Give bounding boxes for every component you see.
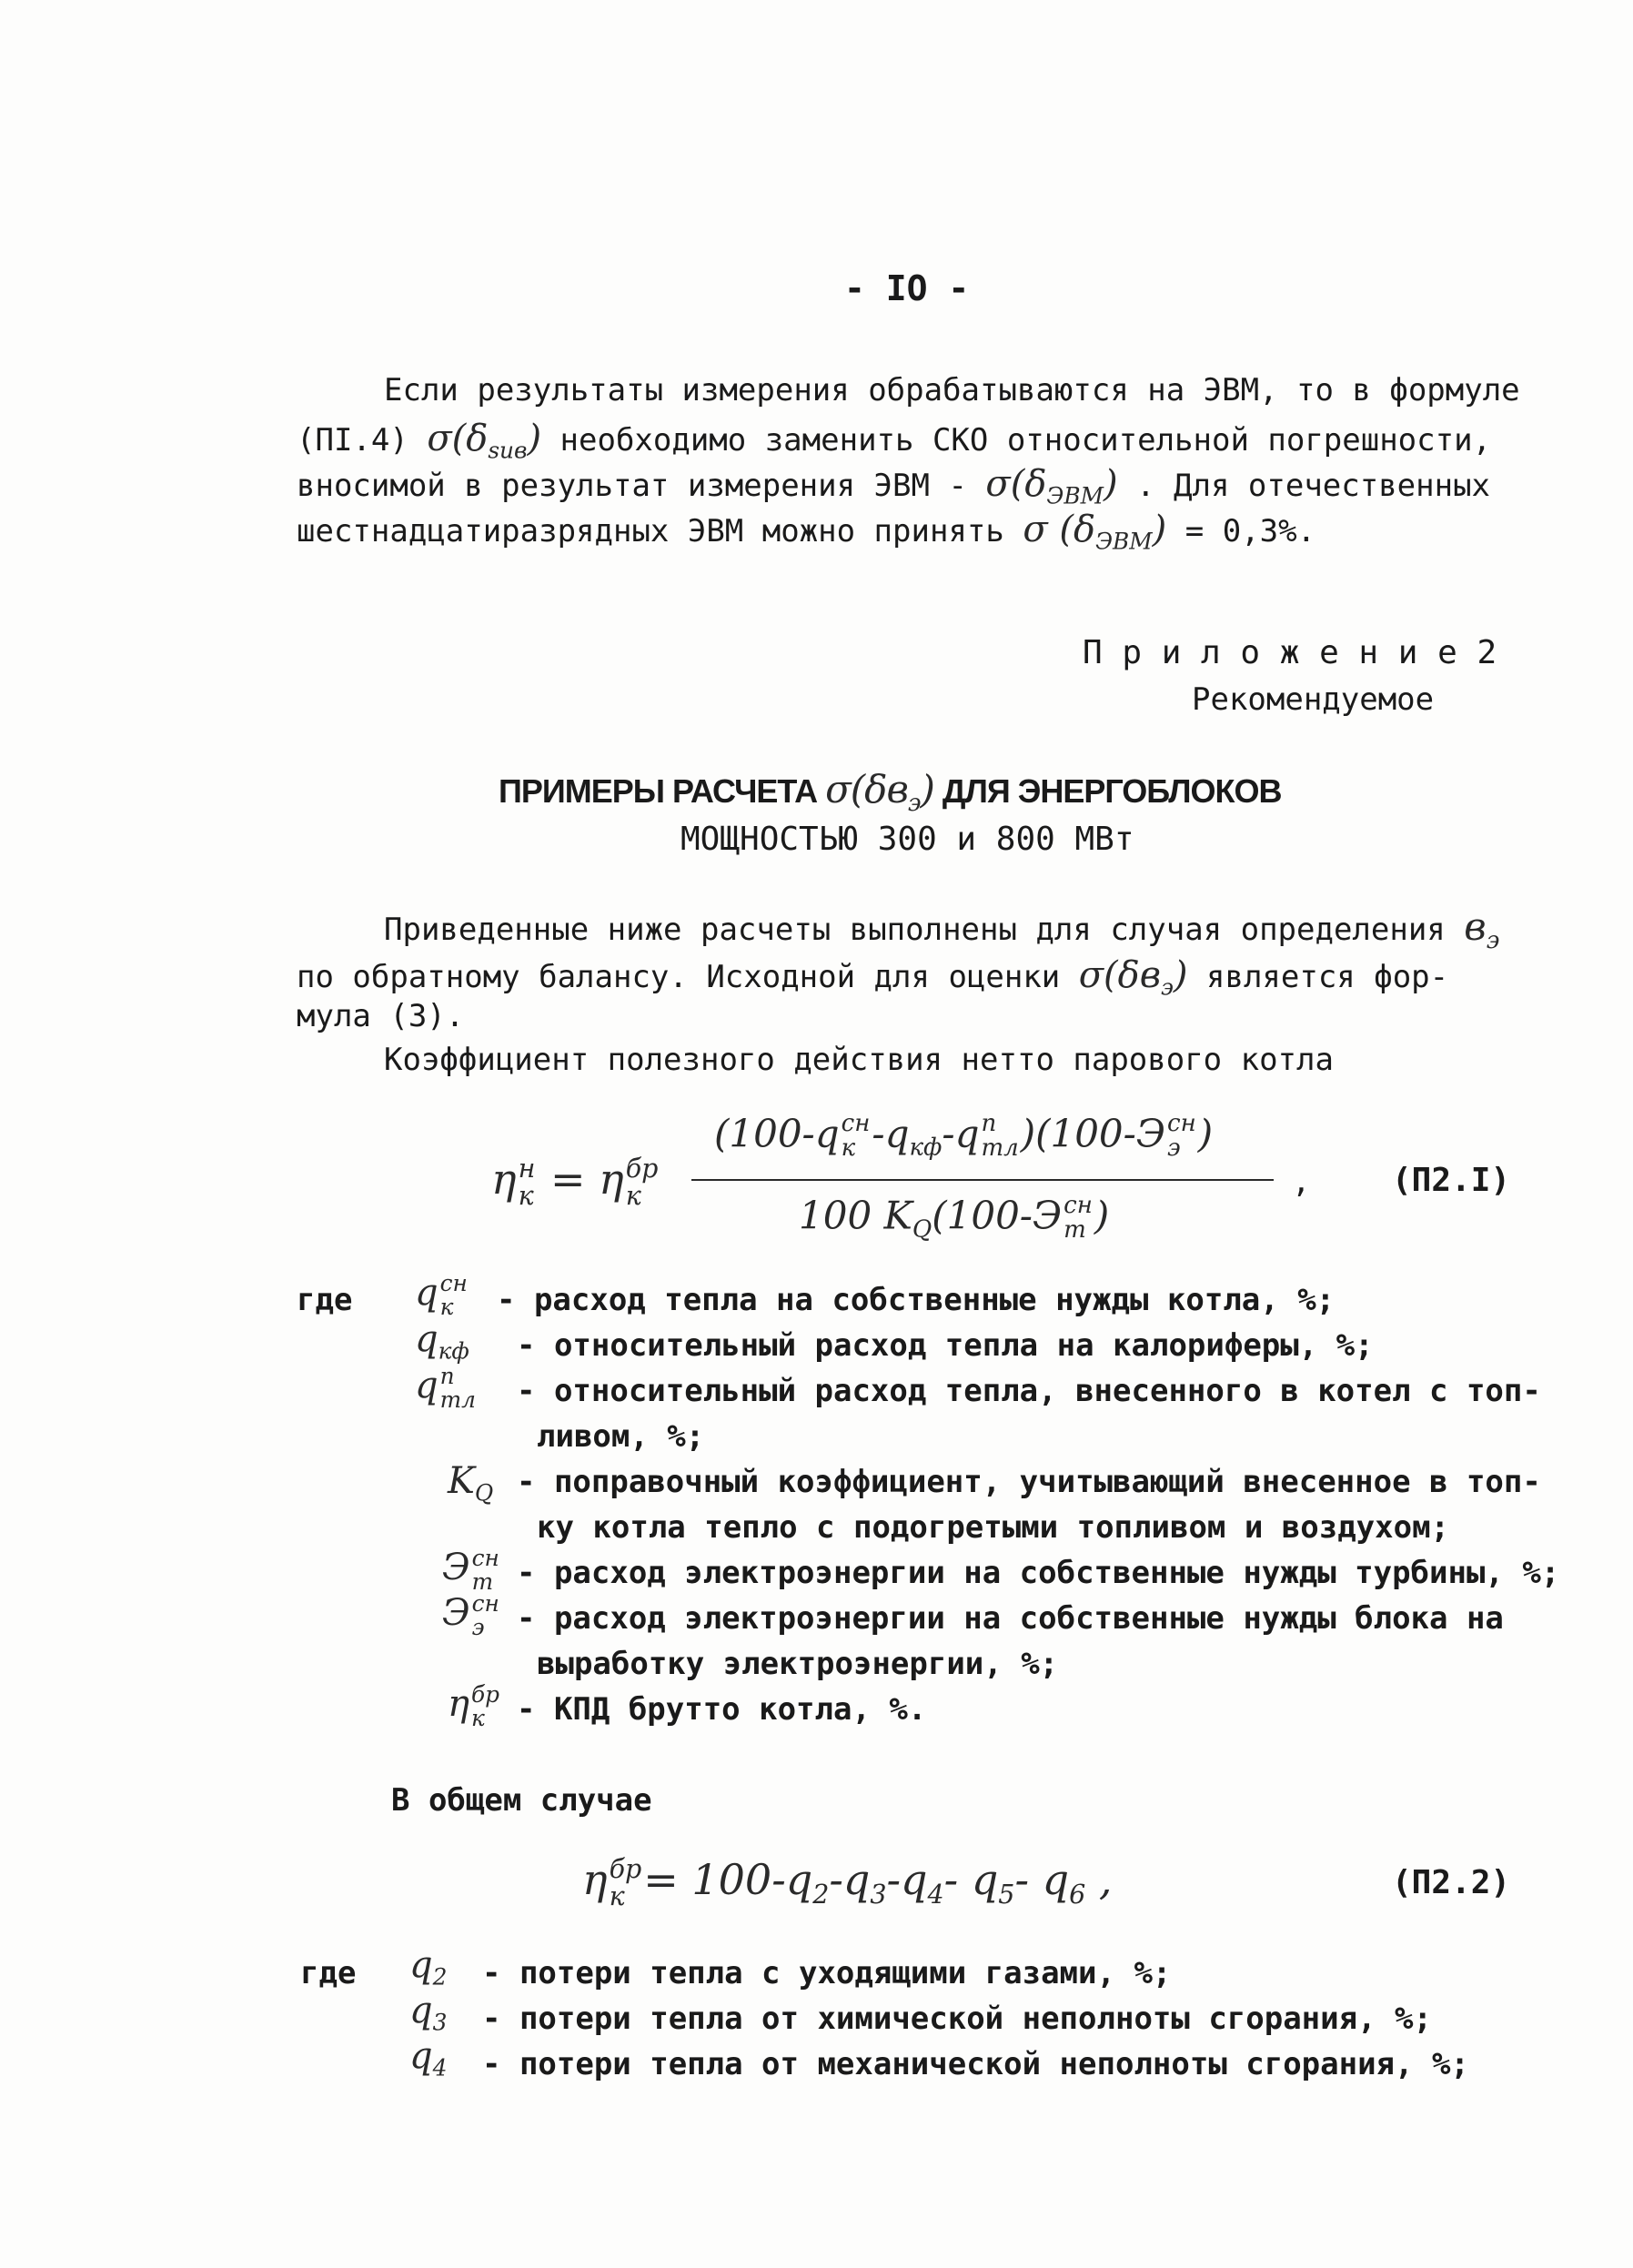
intro-line-4: шестнадцатиразрядных ЭВМ можно принять σ $(\delta_{ЭВМ}) = 0,3\%$. (297, 509, 1316, 555)
where1-desc-6-cont: выработку электроэнергии, %; (537, 1646, 1059, 1682)
where1-desc-3-cont: ливом, %; (537, 1418, 705, 1455)
where1-sym-eta-br: η бр к (448, 1681, 499, 1732)
where2-sym-q2: $q_2$ (409, 1944, 448, 1991)
para1-line-2: по обратному балансу. Исходной для оценки $\sigma(\delta в_э)$ является фор- (297, 954, 1449, 1001)
where1-sym-q-ck: q сн к (415, 1270, 468, 1321)
where2-label: где (300, 1955, 357, 1991)
formula2-label: (П2.2) (1392, 1864, 1511, 1901)
appendix-subtitle: Рекомендуемое (1192, 681, 1435, 718)
para1-line-4: Коэффициент полезного действия нетто парового котла (384, 1042, 1334, 1078)
formula1-comma: , (1292, 1164, 1311, 1200)
where2-sym-q4: $q_4$ (409, 2035, 448, 2082)
where1-desc-4: - поправочный коэффициент, учитывающий внесенное в топ- (517, 1464, 1541, 1500)
where1-sym-q-kf: $q_{кф}$ (415, 1318, 469, 1365)
where2-desc-2: - потери тепла от химической неполноты сгорания, %; (482, 2001, 1432, 2037)
where1-desc-7: - КПД брутто котла, %. (517, 1691, 927, 1728)
where1-desc-3: - относительный расход тепла, внесенного в котел с топ- (517, 1373, 1541, 1409)
where1-desc-2: - относительный расход тепла на калориферы, %; (517, 1327, 1374, 1364)
appendix-title: П р и л о ж е н и е 2 (1083, 634, 1497, 671)
general-case: В общем случае (391, 1782, 652, 1819)
formula2: η бр к = $100-q_2-q_3-q_4-$ $q_5-$ $q_6$ , (582, 1854, 1113, 1911)
where1-sym-e-e: Э сн э (442, 1590, 499, 1641)
formula1-label: (П2.I) (1392, 1162, 1511, 1199)
where1-desc-5: - расход электроэнергии на собственные нужды турбины, %; (517, 1555, 1560, 1591)
where1-sym-e-t: Э сн т (442, 1545, 499, 1596)
formula1-denominator: 100 $K_Q(100-Э$ сн т ) (799, 1192, 1110, 1245)
intro-line-1: Если результаты измерения обрабатываются на ЭВМ, то в формуле (384, 372, 1520, 408)
heading-line-2: МОЩНОСТЬЮ 300 и 800 МВт (680, 821, 1134, 858)
where1-label: где (297, 1282, 353, 1318)
para1-line-1: Приведенные ниже расчеты выполнены для случая определения $в_э$ (384, 904, 1500, 955)
page-number: - IO - (844, 268, 970, 308)
where1-desc-1: - расход тепла на собственные нужды котла, %; (497, 1282, 1336, 1318)
formula1-lhs: η н к = η бр к (491, 1154, 659, 1211)
formula1-fraction-bar (691, 1179, 1274, 1181)
where1-desc-4-cont: ку котла тепло с подогретыми топливом и воздухом; (537, 1509, 1450, 1546)
formula1-numerator: (100-q сн к $-q_{кф}-q$ п тл )(100-Э сн э ) (714, 1110, 1214, 1163)
where2-desc-1: - потери тепла с уходящими газами, %; (482, 1955, 1172, 1991)
intro-line-3: вносимой в результат измерения ЭВМ - $\sigma(\delta_{ЭВМ})$ . Для отечественных (297, 463, 1491, 509)
intro-line-2: (ПI.4) $\sigma(\delta_{suв})$ необходимо заменить СКО относительной погрешности, (297, 418, 1492, 464)
where1-sym-kq: $K_Q$ (448, 1460, 494, 1507)
where2-desc-3: - потери тепла от механической неполноты сгорания, %; (482, 2046, 1469, 2082)
where1-desc-6: - расход электроэнергии на собственные нужды блока на (517, 1600, 1504, 1637)
where1-sym-q-tl: q п тл (415, 1363, 476, 1414)
heading-line-1: ПРИМЕРЫ РАСЧЕТА $\sigma(\delta в_э)$ ДЛЯ ЭНЕРГОБЛОКОВ (499, 767, 1282, 818)
where2-sym-q3: $q_3$ (409, 1990, 448, 2036)
para1-line-3: мула (3). (297, 998, 465, 1034)
